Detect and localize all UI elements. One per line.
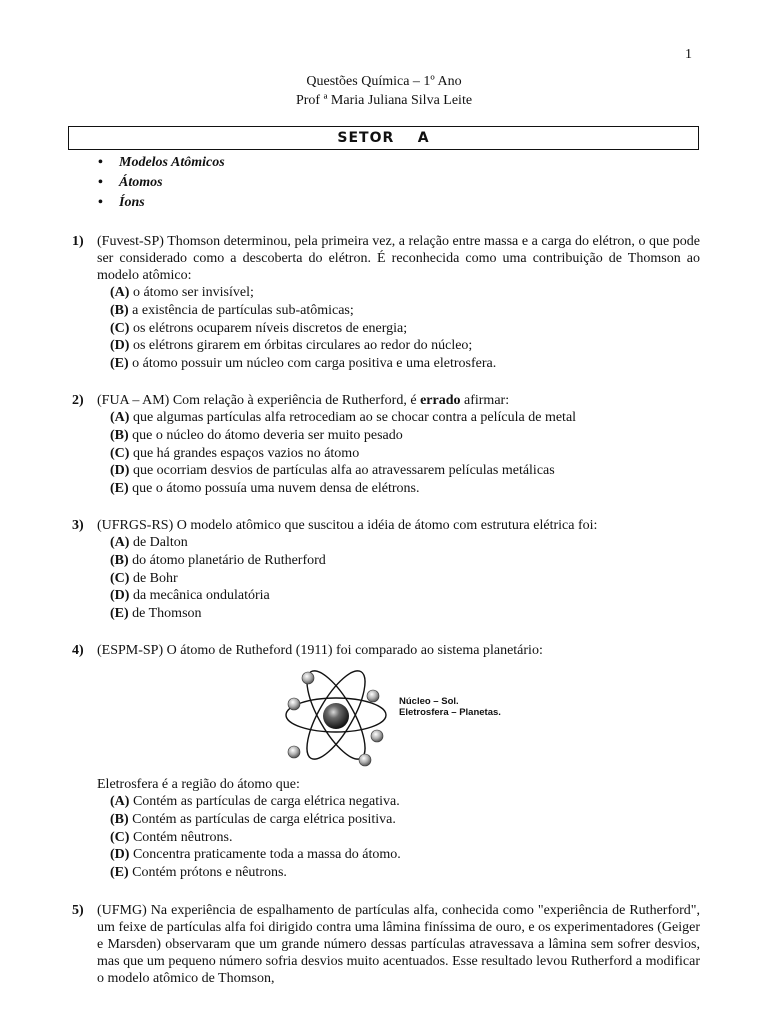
option-d: (D) os elétrons girarem em órbitas circulares ao redor do núcleo; [110, 338, 473, 354]
question-4-options [97, 776, 697, 882]
topics-list [98, 153, 225, 213]
question-number: 2) [72, 393, 84, 408]
question-number: 4) [72, 643, 84, 658]
option-c: (C) de Bohr [110, 570, 178, 586]
option-a: (A) Contém as partículas de carga elétrica negativa. [110, 794, 400, 809]
option-d: (D) Concentra praticamente toda a massa do átomo. [110, 847, 401, 863]
option-a: (A) de Dalton [110, 535, 188, 550]
question-number: 3) [72, 518, 84, 533]
topic-item: • Modelos Atômicos [98, 153, 225, 173]
options-list [110, 409, 700, 498]
option-c: (C) os elétrons ocuparem níveis discretos de energia; [110, 320, 408, 336]
option-e: (E) Contém prótons e nêutrons. [110, 865, 287, 881]
option-d: (D) que ocorriam desvios de partículas alfa ao atravessarem películas metálicas [110, 463, 555, 479]
question-text: (UFRGS-RS) O modelo atômico que suscitou a idéia de átomo com estrutura elétrica foi: [97, 518, 598, 533]
option-e: (E) de Thomson [110, 606, 202, 622]
options-list [110, 284, 700, 373]
question-text: (ESPM-SP) O átomo de Rutheford (1911) foi comparado ao sistema planetário: [97, 643, 543, 658]
question-number: 5) [72, 903, 84, 918]
topic-item: • Íons [98, 193, 225, 213]
question-number: 1) [72, 234, 84, 249]
document-header [0, 72, 768, 110]
option-a: (A) que algumas partículas alfa retrocediam ao se chocar contra a película de metal [110, 410, 577, 425]
question-1 [72, 233, 700, 373]
question-subtext: Eletrosfera é a região do átomo que: [97, 777, 300, 792]
option-d: (D) da mecânica ondulatória [110, 588, 270, 604]
option-c: (C) que há grandes espaços vazios no átomo [110, 445, 360, 461]
bullet-icon: • [98, 155, 103, 170]
emphasis-word: errado [420, 393, 461, 408]
option-e: (E) que o átomo possuía uma nuvem densa de elétrons. [110, 481, 420, 497]
option-b: (B) Contém as partículas de carga elétrica positiva. [110, 811, 396, 827]
question-text: (UFMG) Na experiência de espalhamento de partículas alfa, conhecida como "experiência de Rutherford", um feixe de partículas alfa foi dirigido contra uma lâmina finíssima de ouro, e os experimentadores (Geiger e Marsden) observaram que um grande número dessas partículas atravessava a lâmina sem sofrer desvios, mas que um pequeno número sofria desvios muito acentuados. Esse resultado levou Rutherford a modificar o modelo atômico de Thomson, [97, 903, 700, 986]
figure-caption: Núcleo – Sol. Eletrosfera – Planetas. [399, 696, 501, 718]
question-3 [72, 517, 700, 623]
option-b: (B) que o núcleo do átomo deveria ser muito pesado [110, 427, 403, 443]
option-c: (C) Contém nêutrons. [110, 829, 233, 845]
options-list [110, 534, 700, 623]
options-list [110, 793, 697, 882]
atom-figure [282, 668, 532, 768]
option-b: (B) do átomo planetário de Rutherford [110, 552, 326, 568]
option-a: (A) o átomo ser invisível; [110, 285, 254, 300]
option-e: (E) o átomo possuir um núcleo com carga positiva e uma eletrosfera. [110, 356, 497, 372]
document-title: Questões Química – 1º Ano [306, 74, 462, 89]
question-text: (Fuvest-SP) Thomson determinou, pela primeira vez, a relação entre massa e a carga do elétron, o que pode ser considerado como a descoberta do elétron. É reconhecida como uma contribuição de Thomson ao modelo atômico: [97, 234, 700, 283]
atom-diagram-icon [282, 668, 397, 768]
option-b: (B) a existência de partículas sub-atômicas; [110, 302, 354, 318]
teacher-name: Prof ª Maria Juliana Silva Leite [295, 93, 473, 108]
question-4 [72, 642, 700, 659]
sector-heading: SETOR A [68, 126, 699, 150]
bullet-icon: • [98, 195, 103, 210]
question-text: (FUA – AM) Com relação à experiência de Rutherford, é errado afirmar: [97, 393, 510, 408]
page-number: 1 [685, 47, 692, 62]
question-5 [72, 902, 700, 987]
topic-item: • Átomos [98, 173, 225, 193]
bullet-icon: • [98, 175, 103, 190]
question-2 [72, 392, 700, 498]
